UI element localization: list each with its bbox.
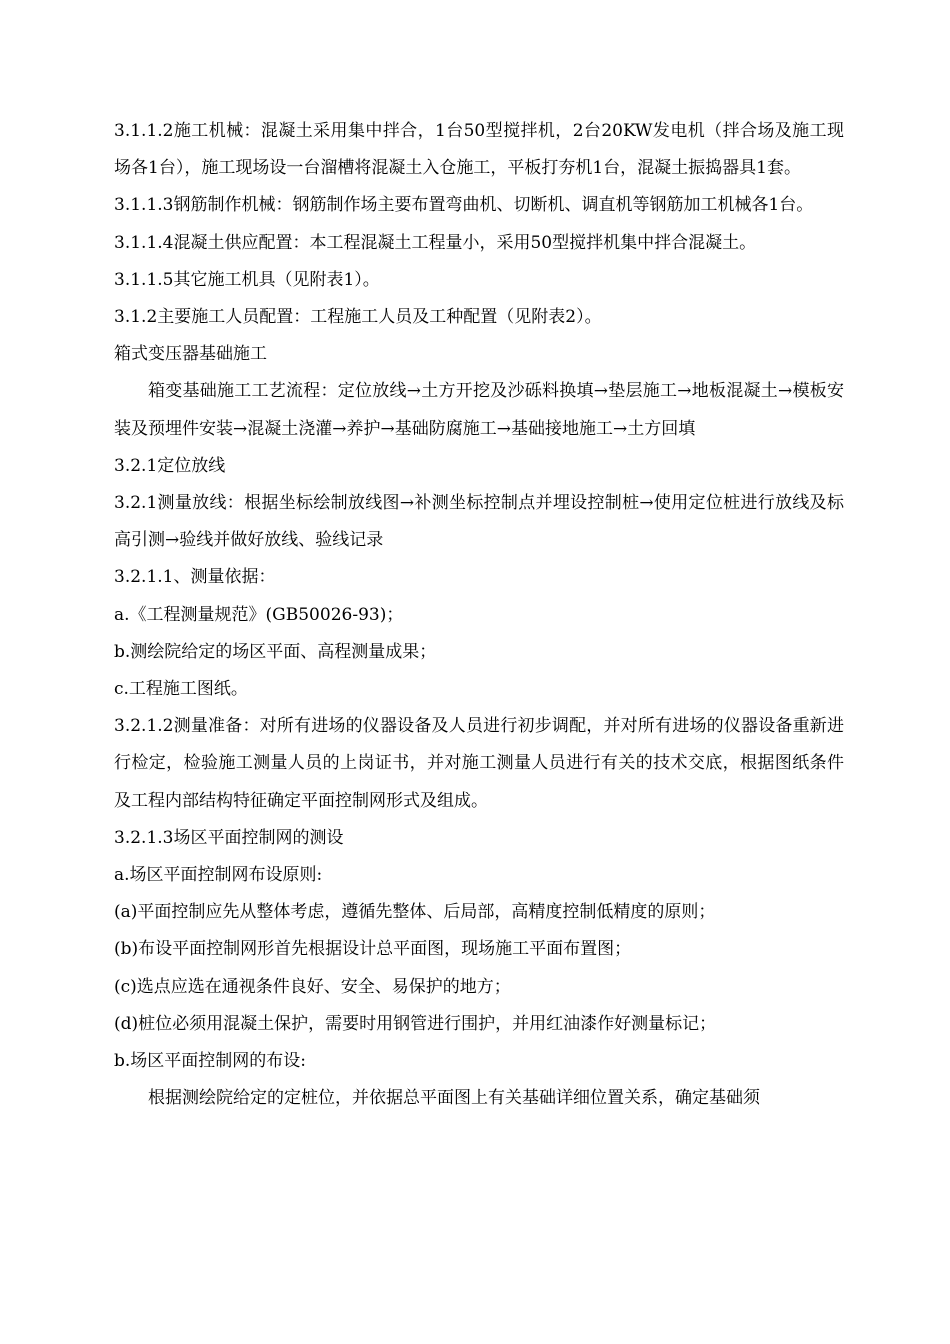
section-heading-box-transformer: 箱式变压器基础施工 (114, 344, 267, 365)
list-item-basis-a: a.《工程测量规范》(GB50026-93)； (114, 604, 404, 625)
paragraph-survey-preparation: 3.2.1.2测量准备：对所有进场的仪器设备及人员进行初步调配，并对所有进场的仪器设备重新进行检定，检验施工测量人员的上岗证书，并对施工测量人员进行有关的技术交底，根据图纸条件及工程内部结构特征确定平面控制网形式及组成。 (114, 716, 844, 811)
section-heading-control-network: 3.2.1.3场区平面控制网的测设 (114, 827, 344, 848)
paragraph-staff-config: 3.1.2主要施工人员配置：工程施工人员及工种配置（见附表2）。 (114, 307, 602, 328)
list-item-principle-d: (d)桩位必须用混凝土保护，需要时用钢管进行围护，并用红油漆作好测量标记； (114, 1013, 717, 1034)
section-heading-positioning: 3.2.1定位放线 (114, 455, 226, 476)
list-item-basis-b: b.测绘院给定的场区平面、高程测量成果； (114, 641, 437, 662)
paragraph-survey-layout: 3.2.1测量放线：根据坐标绘制放线图→补测坐标控制点并埋设控制桩→使用定位桩进行放线及标高引测→验线并做好放线、验线记录 (114, 493, 844, 551)
document-page (114, 113, 844, 1117)
paragraph-process-flow: 箱变基础施工工艺流程：定位放线→土方开挖及沙砾料换填→垫层施工→地板混凝土→模板安装及预埋件安装→混凝土浇灌→养护→基础防腐施工→基础接地施工→土方回填 (114, 381, 844, 439)
paragraph-layout-description: 根据测绘院给定的定桩位，并依据总平面图上有关基础详细位置关系，确定基础须 (148, 1088, 760, 1109)
list-heading-layout: b.场区平面控制网的布设: (114, 1051, 307, 1072)
list-heading-principles: a.场区平面控制网布设原则: (114, 865, 323, 886)
list-item-basis-c: c.工程施工图纸。 (114, 679, 248, 700)
paragraph-other-tools: 3.1.1.5其它施工机具（见附表1）。 (114, 269, 380, 290)
list-item-principle-b: (b)布设平面控制网形首先根据设计总平面图，现场施工平面布置图； (114, 939, 632, 960)
paragraph-construction-machinery: 3.1.1.2施工机械：混凝土采用集中拌合，1台50型搅拌机，2台20KW发电机（拌合场及施工现场各1台），施工现场设一台溜槽将混凝土入仓施工，平板打夯机1台，混凝土振捣器具1套。 (114, 121, 844, 179)
list-item-principle-c: (c)选点应选在通视条件良好、安全、易保护的地方； (114, 976, 511, 997)
paragraph-survey-basis: 3.2.1.1、测量依据： (114, 567, 276, 588)
list-item-principle-a: (a)平面控制应先从整体考虑，遵循先整体、后局部，高精度控制低精度的原则； (114, 902, 716, 923)
paragraph-rebar-machinery: 3.1.1.3钢筋制作机械：钢筋制作场主要布置弯曲机、切断机、调直机等钢筋加工机械各1台。 (114, 195, 814, 216)
paragraph-concrete-supply: 3.1.1.4混凝土供应配置：本工程混凝土工程量小，采用50型搅拌机集中拌合混凝土。 (114, 232, 757, 253)
